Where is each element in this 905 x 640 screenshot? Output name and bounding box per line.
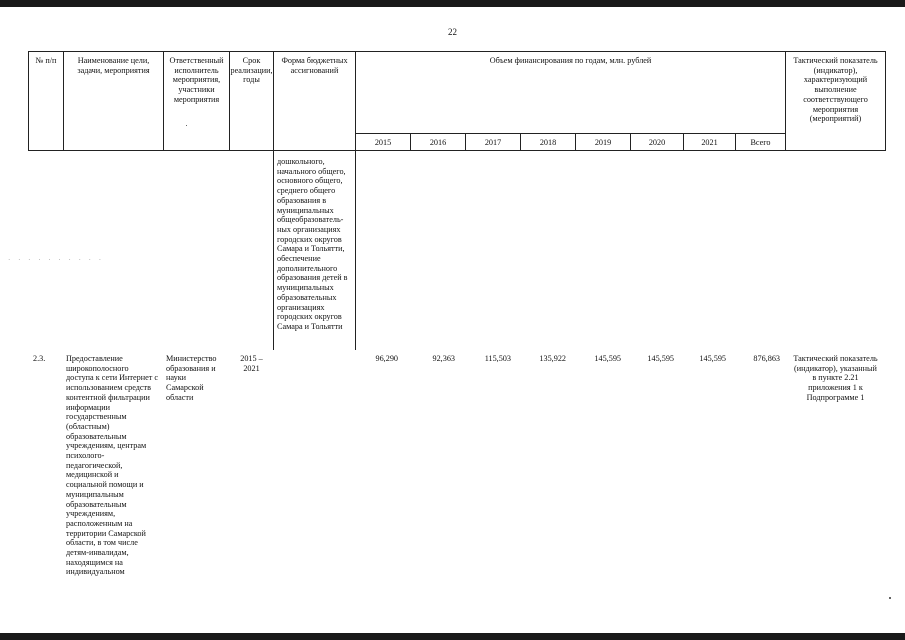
- scan-speck: [186, 125, 187, 126]
- page-number: 22: [448, 27, 457, 37]
- year-header: 2015: [374, 138, 392, 147]
- scan-border-bottom: [0, 633, 905, 640]
- header-indicator: Тактический показатель (индикатор), характеризующий выполнение соответствующего мероприятия (мероприятий): [793, 56, 878, 124]
- year-header-total: Всего: [750, 138, 771, 147]
- value-cell: 115,503: [484, 354, 511, 363]
- value-cell: 145,595: [699, 354, 726, 363]
- scan-border-top: [0, 0, 905, 7]
- year-header: 2019: [594, 138, 612, 147]
- value-cell: 96,290: [375, 354, 398, 363]
- header-bottom-border: [28, 150, 885, 151]
- year-header: 2018: [539, 138, 557, 147]
- value-cell: 135,922: [539, 354, 566, 363]
- header-responsible: Ответственный исполнитель мероприятия, участники мероприятия: [169, 56, 224, 104]
- value-cell-total: 876,863: [753, 354, 780, 363]
- header-form: Форма бюджетных ассигнований: [281, 56, 348, 75]
- row-indicator: Тактический показатель (индикатор), указанный в пункте 2.21 приложения 1 к Подпрограмме 1: [793, 354, 878, 402]
- header-term: Срок реализации, годы: [230, 56, 273, 85]
- year-header: 2016: [429, 138, 447, 147]
- value-cell: 145,595: [647, 354, 674, 363]
- row-number: 2.3.: [33, 354, 46, 363]
- years-row-top-border: [355, 133, 785, 134]
- value-cell: 145,595: [594, 354, 621, 363]
- form-continuation-text: дошкольного, начального общего, основного общего, среднего общего образования в муниципальных общеобразователь- ных организациях городских округов Самара и Тольятти, обеспечение дополнительного образования детей в муниципальных образовательных организациях городских округов Самара и Тольятти: [277, 157, 348, 331]
- header-volume: Объем финансирования по годам, млн. рублей: [489, 56, 652, 65]
- value-cell: 92,363: [432, 354, 455, 363]
- table-top-border: [28, 51, 885, 52]
- scan-speck: [889, 597, 891, 599]
- row-responsible: Министерство образования и науки Самарской области: [166, 354, 217, 402]
- header-name: Наименование цели, задачи, мероприятия: [77, 56, 150, 75]
- row-term: 2015 – 2021: [240, 354, 263, 373]
- year-header: 2021: [701, 138, 718, 147]
- header-number: № п/п: [35, 56, 57, 65]
- row-name: Предоставление широкополосного доступа к сети Интернет с использованием средств контентной фильтрации информации государственным (областным) образовательным учреждениям, центрам психолого- педагогической, медицинской и социальной помощи и муниципальным образовательным учреждениям, расположенным на территории Самарской области, в том числе детям-инвалидам, находящимся на индивидуальном: [66, 354, 158, 577]
- year-header: 2017: [484, 138, 502, 147]
- year-header: 2020: [648, 138, 666, 147]
- scan-dot-artifacts: · · · · · · · · · ·: [8, 256, 105, 264]
